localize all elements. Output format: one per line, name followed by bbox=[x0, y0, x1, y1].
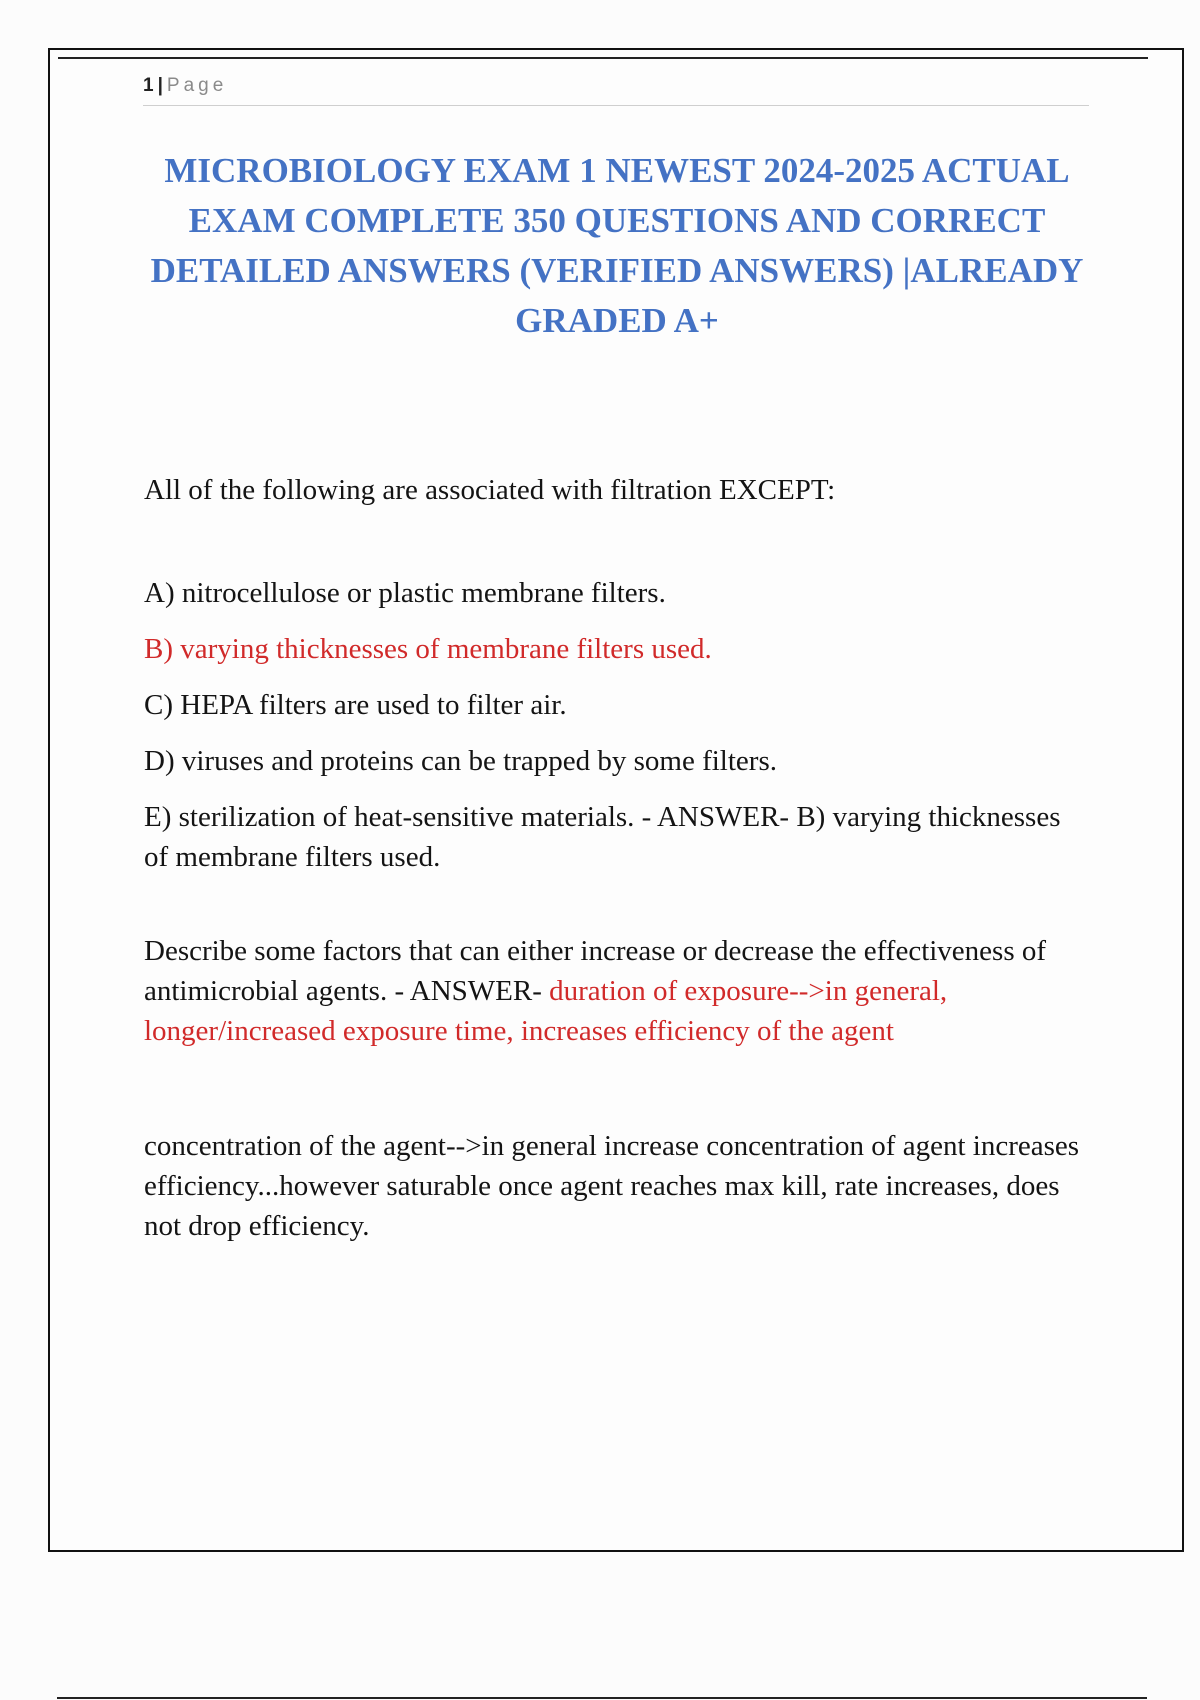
document-page bbox=[48, 48, 1184, 1552]
spacer bbox=[144, 1051, 1084, 1126]
question-1-prompt: All of the following are associated with filtration EXCEPT: bbox=[144, 474, 836, 506]
bottom-divider bbox=[57, 1697, 1147, 1699]
page-number: 1 bbox=[143, 75, 154, 96]
question-2 bbox=[144, 931, 1084, 1051]
question-2-prompt: Describe some factors that can either increase or decrease the effectiveness of antimicrobial agents. - ANSWER- bbox=[144, 935, 1047, 1007]
question-1-option-a: A) nitrocellulose or plastic membrane filters. bbox=[144, 577, 666, 609]
question-2-continuation: concentration of the agent-->in general increase concentration of agent increases efficiency...however saturable once agent reaches max kill, rate increases, does not drop efficiency. bbox=[144, 1130, 1080, 1242]
page-label: Page bbox=[166, 75, 228, 96]
question-2-answer-highlight: duration of exposure-->in general, longer/increased exposure time, increases efficiency of the agent bbox=[144, 975, 948, 1047]
question-1-option-b-correct: B) varying thicknesses of membrane filters used. bbox=[144, 633, 712, 665]
document-title: MICROBIOLOGY EXAM 1 NEWEST 2024-2025 ACTUAL EXAM COMPLETE 350 QUESTIONS AND CORRECT DETAILED ANSWERS (VERIFIED ANSWERS) |ALREADY GRADED A+ bbox=[150, 151, 1084, 340]
question-1-option-e-answer: E) sterilization of heat-sensitive materials. - ANSWER- B) varying thicknesses of membrane filters used. bbox=[144, 801, 1061, 873]
top-divider bbox=[58, 57, 1148, 59]
spacer bbox=[144, 877, 1084, 931]
page-separator: | bbox=[157, 75, 163, 96]
question-1-option-d: D) viruses and proteins can be trapped by some filters. bbox=[144, 745, 777, 777]
page-header bbox=[143, 75, 1089, 106]
document-body bbox=[144, 470, 1084, 1246]
question-1-option-c: C) HEPA filters are used to filter air. bbox=[144, 689, 567, 721]
